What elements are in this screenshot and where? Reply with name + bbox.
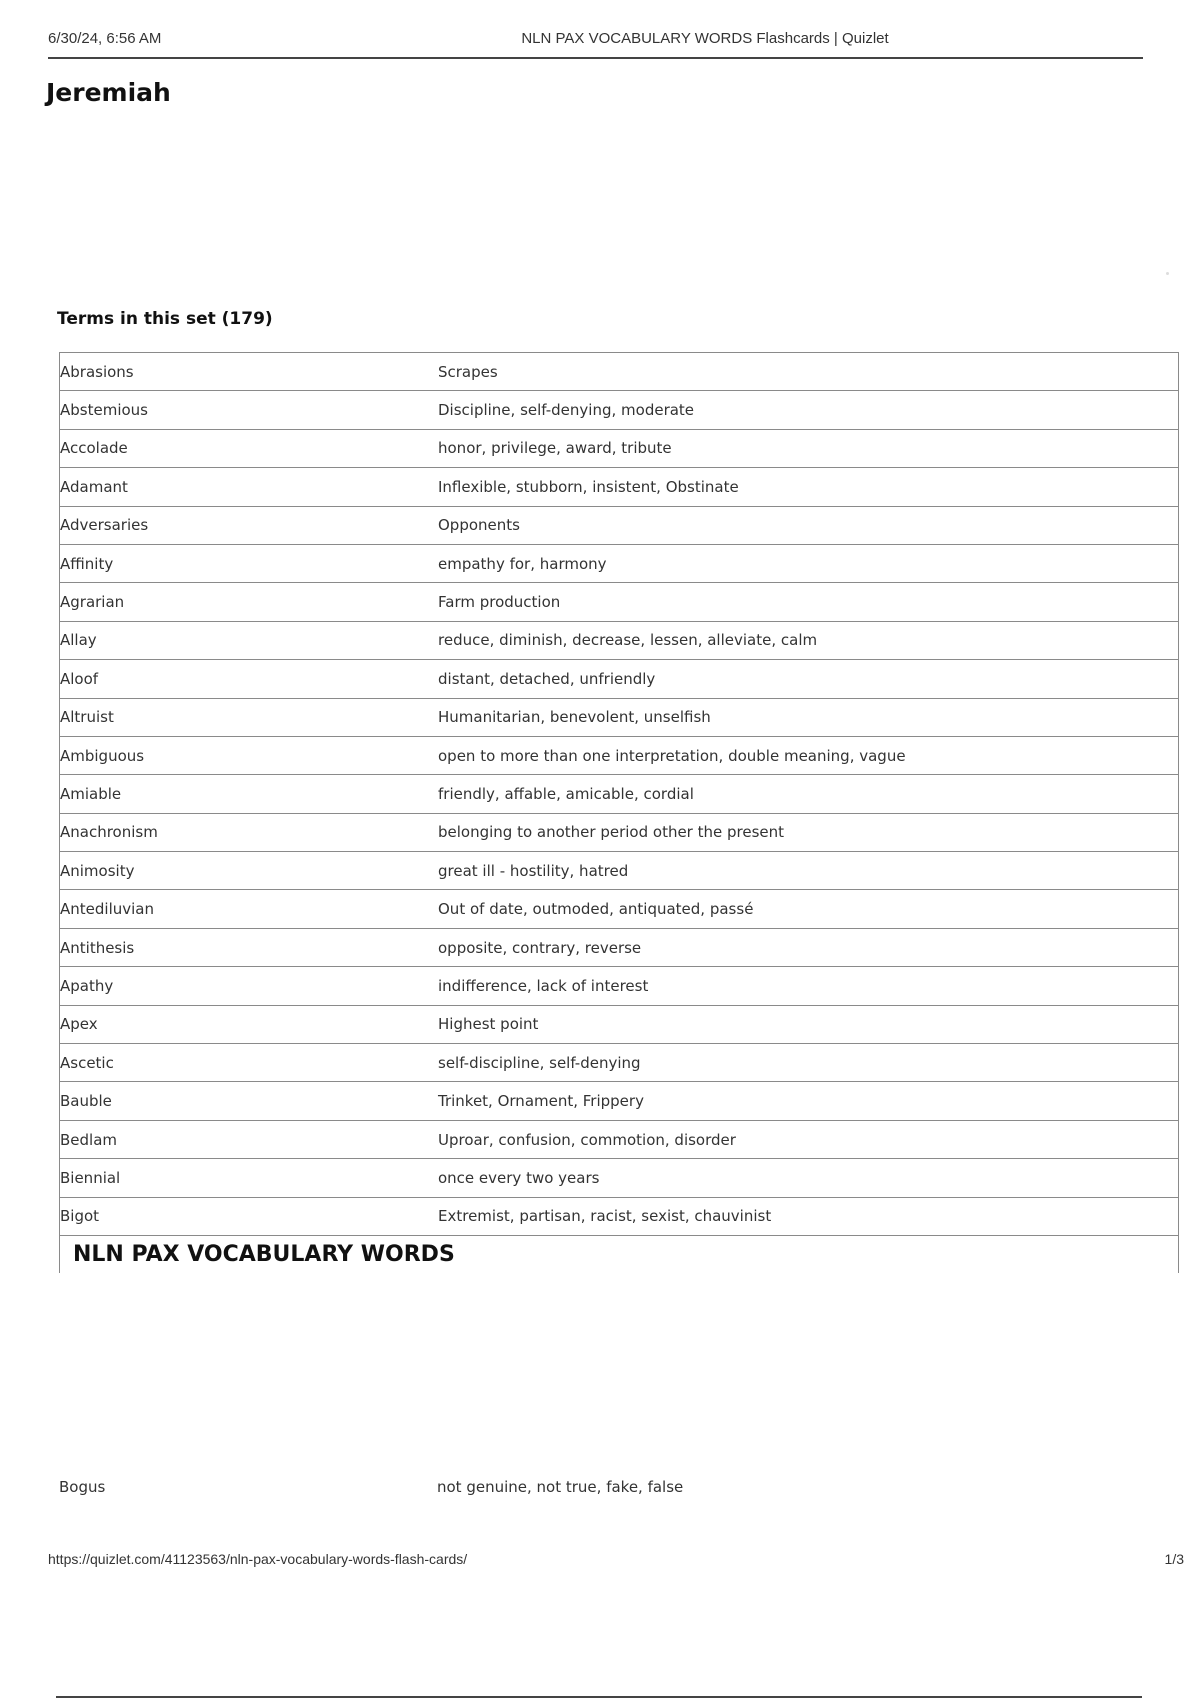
table-row: [60, 737, 1178, 775]
bottom-divider: [56, 1696, 1142, 1698]
table-row: [60, 890, 1178, 928]
page-title: NLN PAX VOCABULARY WORDS Flashcards | Quizlet: [521, 30, 889, 47]
table-row: [60, 775, 1178, 813]
term-cell: Bedlam: [60, 1130, 118, 1149]
definition-cell: Discipline, self-denying, moderate: [438, 401, 695, 420]
header-divider: [48, 57, 1143, 59]
term-cell: Bigot: [60, 1207, 100, 1226]
definition-bogus: not genuine, not true, fake, false: [437, 1478, 684, 1496]
term-cell: Apex: [60, 1015, 98, 1034]
set-title: NLN PAX VOCABULARY WORDS: [73, 1242, 455, 1267]
term-cell: Anachronism: [60, 823, 158, 842]
definition-cell: Scrapes: [438, 362, 498, 381]
table-row: [60, 468, 1178, 506]
table-row: [60, 583, 1178, 621]
term-cell: Affinity: [60, 554, 114, 573]
term-cell: Abrasions: [60, 362, 134, 381]
term-cell: Altruist: [60, 708, 114, 727]
definition-cell: honor, privilege, award, tribute: [438, 439, 672, 458]
table-row: [60, 699, 1178, 737]
definition-cell: Trinket, Ornament, Frippery: [438, 1092, 644, 1111]
table-row: [60, 1159, 1178, 1197]
table-row: [60, 507, 1178, 545]
footer-url: https://quizlet.com/41123563/nln-pax-vocabulary-words-flash-cards/: [48, 1551, 468, 1567]
terms-heading: Terms in this set (179): [57, 309, 273, 329]
definition-cell: Highest point: [438, 1015, 539, 1034]
definition-cell: once every two years: [438, 1168, 600, 1187]
print-date: 6/30/24, 6:56 AM: [48, 30, 162, 47]
term-cell: Abstemious: [60, 401, 148, 420]
term-cell: Biennial: [60, 1168, 121, 1187]
definition-cell: Humanitarian, benevolent, unselfish: [438, 708, 711, 727]
definition-cell: empathy for, harmony: [438, 554, 607, 573]
table-row: [60, 391, 1178, 429]
table-row: [60, 1006, 1178, 1044]
definition-cell: distant, detached, unfriendly: [438, 669, 656, 688]
table-row: [60, 1198, 1178, 1236]
term-cell: Amiable: [60, 784, 122, 803]
table-row: [60, 430, 1178, 468]
definition-cell: opposite, contrary, reverse: [438, 938, 642, 957]
table-row: [60, 660, 1178, 698]
definition-cell: Out of date, outmoded, antiquated, passé: [438, 900, 754, 919]
table-row: [60, 1121, 1178, 1159]
definition-cell: open to more than one interpretation, double meaning, vague: [438, 746, 906, 765]
term-cell: Ascetic: [60, 1053, 114, 1072]
definition-cell: Extremist, partisan, racist, sexist, chauvinist: [438, 1207, 772, 1226]
definition-cell: Opponents: [438, 516, 520, 535]
term-cell: Adamant: [60, 477, 128, 496]
term-cell: Aloof: [60, 669, 99, 688]
definition-cell: Inflexible, stubborn, insistent, Obstinate: [438, 477, 739, 496]
user-name: Jeremiah: [46, 78, 171, 107]
table-row: [60, 967, 1178, 1005]
table-row: [60, 1082, 1178, 1120]
term-cell: Adversaries: [60, 516, 149, 535]
definition-cell: belonging to another period other the present: [438, 823, 785, 842]
term-cell: Ambiguous: [60, 746, 145, 765]
definition-cell: Farm production: [438, 593, 561, 612]
term-cell: Antithesis: [60, 938, 135, 957]
terms-table: [59, 352, 1179, 1236]
definition-cell: reduce, diminish, decrease, lessen, alleviate, calm: [438, 631, 818, 650]
table-row: [60, 622, 1178, 660]
term-cell: Bauble: [60, 1092, 112, 1111]
table-row: [60, 545, 1178, 583]
table-row: [60, 814, 1178, 852]
term-bogus: Bogus: [59, 1478, 106, 1496]
table-row: [60, 1044, 1178, 1082]
term-cell: Animosity: [60, 861, 135, 880]
definition-cell: self-discipline, self-denying: [438, 1053, 641, 1072]
term-cell: Antediluvian: [60, 900, 154, 919]
term-cell: Allay: [60, 631, 97, 650]
table-row: [60, 929, 1178, 967]
decorative-dot: [1166, 272, 1169, 275]
definition-cell: friendly, affable, amicable, cordial: [438, 784, 694, 803]
term-cell: Accolade: [60, 439, 128, 458]
definition-cell: great ill - hostility, hatred: [438, 861, 629, 880]
definition-cell: Uproar, confusion, commotion, disorder: [438, 1130, 736, 1149]
table-row: [60, 353, 1178, 391]
term-cell: Agrarian: [60, 593, 125, 612]
table-row: [60, 852, 1178, 890]
term-cell: Apathy: [60, 976, 114, 995]
page-number: 1/3: [1164, 1551, 1184, 1567]
definition-cell: indifference, lack of interest: [438, 976, 649, 995]
